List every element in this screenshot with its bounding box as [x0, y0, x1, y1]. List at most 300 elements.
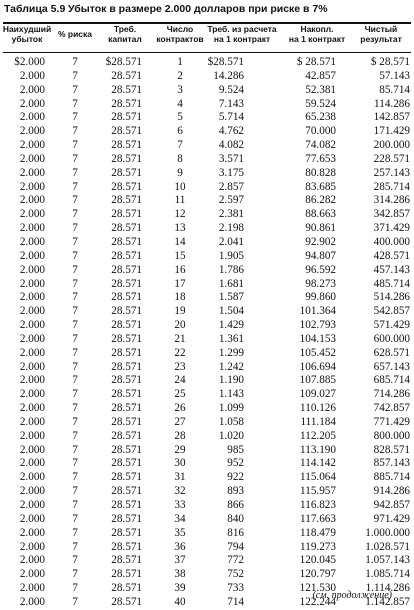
- table-cell: 3.175: [218, 166, 244, 179]
- table-row: [0, 208, 414, 222]
- table-cell: 5: [177, 111, 183, 124]
- table-cell: $28.571: [105, 56, 142, 68]
- table-cell: 885.714: [373, 471, 410, 484]
- table-cell: 28.571: [111, 277, 142, 290]
- table-cell: 4.082: [218, 139, 244, 152]
- table-cell: 7: [177, 139, 183, 152]
- table-cell: 14: [174, 235, 186, 248]
- table-cell: $28.571: [207, 56, 244, 68]
- table-cell: 7: [72, 277, 78, 290]
- table-cell: 8: [177, 152, 183, 165]
- table-cell: 1.020: [218, 429, 244, 442]
- table-cell: 733: [227, 582, 244, 595]
- table-cell: 94.807: [305, 249, 336, 262]
- table-cell: 7: [72, 111, 78, 124]
- table-row: [0, 139, 414, 153]
- header-line: Число: [166, 24, 194, 34]
- table-cell: 952: [227, 457, 244, 470]
- table-cell: 28.571: [111, 485, 142, 498]
- table-cell: 28.571: [111, 388, 142, 401]
- table-row: [0, 444, 414, 458]
- table-cell: 2.000: [19, 249, 45, 262]
- table-cell: 42.857: [305, 69, 336, 82]
- table-cell: 800.000: [373, 429, 410, 442]
- table-cell: 70.000: [305, 125, 336, 138]
- table-cell: 1.142.857: [365, 595, 410, 608]
- table-cell: 3: [177, 83, 183, 96]
- table-cell: 107.885: [299, 374, 336, 387]
- table-cell: 116.823: [300, 499, 336, 511]
- table-cell: 113.190: [300, 443, 336, 456]
- table-cell: 485.714: [373, 277, 410, 290]
- table-cell: 25: [174, 388, 186, 401]
- table-cell: 28.571: [111, 235, 142, 248]
- table-cell: 1.299: [218, 346, 244, 359]
- table-cell: 120.045: [299, 554, 336, 567]
- table-cell: 742.857: [373, 402, 410, 415]
- table-row: [0, 402, 414, 416]
- table-cell: 7: [72, 388, 78, 401]
- table-cell: 122.244: [299, 595, 336, 608]
- table-cell: 40: [174, 595, 186, 608]
- table-cell: 866: [227, 499, 244, 511]
- table-cell: 7.143: [218, 97, 244, 110]
- table-cell: 28.571: [111, 139, 142, 152]
- table-number: Таблица 5.9: [4, 3, 66, 15]
- table-cell: 13: [174, 222, 186, 235]
- table-row: [0, 485, 414, 499]
- table-cell: 2.000: [19, 526, 45, 539]
- table-cell: 7: [72, 180, 78, 193]
- table-cell: 7: [72, 194, 78, 207]
- table-cell: 22: [174, 346, 186, 359]
- table-cell: 28.571: [111, 540, 142, 553]
- table-cell: 2.000: [19, 111, 45, 124]
- table-cell: 28.571: [111, 346, 142, 359]
- table-cell: 31: [174, 471, 186, 484]
- table-cell: 2.000: [19, 332, 45, 345]
- table-row: [0, 541, 414, 555]
- table-cell: 2: [177, 69, 183, 82]
- header-rule: [3, 52, 411, 53]
- table-cell: 28.571: [111, 402, 142, 415]
- table-cell: 26: [174, 402, 186, 415]
- table-cell: 714: [227, 595, 244, 608]
- table-cell: 59.524: [305, 97, 336, 110]
- table-cell: 1.099: [218, 402, 244, 415]
- header-line: капитал: [108, 34, 142, 44]
- table-cell: 2.000: [19, 457, 45, 470]
- table-cell: 7: [72, 332, 78, 345]
- header-line: % риска: [57, 29, 93, 39]
- table-cell: 92.902: [305, 235, 336, 248]
- table-cell: 2.000: [19, 263, 45, 276]
- table-cell: 27: [174, 415, 186, 428]
- header-line: на 1 контракт: [288, 34, 346, 44]
- table-cell: 1.114.286: [365, 582, 410, 595]
- table-cell: 28.571: [111, 374, 142, 387]
- table-cell: 1.504: [218, 305, 244, 318]
- table-cell: 2.000: [19, 374, 45, 387]
- table-cell: 28.571: [111, 180, 142, 193]
- table-cell: 23: [174, 360, 186, 373]
- table-cell: 12: [174, 208, 186, 221]
- table-cell: 7: [72, 305, 78, 318]
- table-cell: 7: [72, 235, 78, 248]
- header-line: Чистый: [364, 24, 398, 34]
- header-line: контрактов: [156, 34, 204, 44]
- continuation-note: (см. продолжение): [312, 590, 392, 601]
- table-row: [0, 56, 414, 70]
- table-cell: 1.000.000: [365, 526, 410, 539]
- header-line: Треб. из расчета: [207, 24, 277, 34]
- header-risk-percent: [56, 24, 94, 52]
- table-cell: 1.190: [218, 374, 244, 387]
- table-cell: 7: [72, 56, 78, 68]
- table-cell: 4: [177, 97, 183, 110]
- table-cell: 2.000: [19, 83, 45, 96]
- table-cell: 2.000: [19, 222, 45, 235]
- table-cell: 1.681: [218, 277, 244, 290]
- table-cell: 2.000: [19, 166, 45, 179]
- table-cell: 7: [72, 512, 78, 525]
- table-cell: 942.857: [373, 499, 410, 511]
- table-cell: 2.000: [19, 208, 45, 221]
- table-cell: 2.381: [218, 208, 244, 221]
- table-cell: 80.828: [305, 166, 336, 179]
- table-row: [0, 278, 414, 292]
- header-required-capital: [100, 24, 150, 52]
- table-cell: 1.028.571: [365, 540, 410, 553]
- table-cell: 20: [174, 319, 186, 332]
- table-cell: 7: [72, 429, 78, 442]
- header-net-result: [350, 24, 412, 52]
- table-cell: 828.571: [373, 443, 410, 456]
- table-row: [0, 305, 414, 319]
- table-cell: 840: [227, 512, 244, 525]
- table-cell: 171.429: [373, 125, 410, 138]
- table-cell: 7: [72, 471, 78, 484]
- table-cell: 428.571: [373, 249, 410, 262]
- table-cell: 600.000: [373, 332, 410, 345]
- table-cell: 2.000: [19, 582, 45, 595]
- table-cell: 28.571: [111, 512, 142, 525]
- table-cell: 2.000: [19, 471, 45, 484]
- table-cell: 29: [174, 443, 186, 456]
- table-cell: 7: [72, 139, 78, 152]
- table-cell: 752: [227, 568, 244, 581]
- table-cell: 342.857: [373, 208, 410, 221]
- table-cell: 38: [174, 568, 186, 581]
- table-cell: 314.286: [373, 194, 410, 207]
- table-row: [0, 361, 414, 375]
- table-cell: 11: [174, 194, 186, 207]
- table-row: [0, 347, 414, 361]
- table-cell: 971.429: [373, 512, 410, 525]
- table-cell: 857.143: [373, 457, 410, 470]
- table-cell: 86.282: [305, 194, 336, 207]
- table-cell: 121.530: [299, 582, 336, 595]
- table-cell: 7: [72, 457, 78, 470]
- table-cell: 7: [72, 554, 78, 567]
- table-cell: 2.000: [19, 69, 45, 82]
- table-cell: 2.000: [19, 499, 45, 511]
- table-cell: 28.571: [111, 457, 142, 470]
- table-cell: 117.663: [300, 512, 336, 525]
- table-row: [0, 430, 414, 444]
- table-cell: 52.381: [305, 83, 336, 96]
- table-cell: 115.064: [300, 471, 336, 484]
- table-cell: 7: [72, 208, 78, 221]
- table-cell: 28.571: [111, 554, 142, 567]
- table-cell: 88.663: [305, 208, 336, 221]
- table-cell: 1.905: [218, 249, 244, 262]
- table-row: [0, 457, 414, 471]
- table-cell: 28.571: [111, 471, 142, 484]
- table-cell: 685.714: [373, 374, 410, 387]
- table-row: [0, 167, 414, 181]
- table-cell: 28.571: [111, 443, 142, 456]
- table-cell: 2.000: [19, 152, 45, 165]
- table-cell: 28.571: [111, 97, 142, 110]
- table-row: [0, 554, 414, 568]
- header-line: Треб.: [113, 24, 137, 34]
- table-cell: 3.571: [218, 152, 244, 165]
- table-cell: 120.797: [299, 568, 336, 581]
- table-cell: 7: [72, 595, 78, 608]
- table-cell: 2.000: [19, 125, 45, 138]
- table-cell: 7: [72, 540, 78, 553]
- table-cell: 21: [174, 332, 186, 345]
- table-cell: 28.571: [111, 111, 142, 124]
- table-cell: 2.000: [19, 97, 45, 110]
- table-row: [0, 513, 414, 527]
- table-cell: 2.000: [19, 139, 45, 152]
- table-cell: 28.571: [111, 595, 142, 608]
- table-cell: 28.571: [111, 499, 142, 511]
- table-cell: 28.571: [111, 263, 142, 276]
- table-cell: 7: [72, 263, 78, 276]
- table-cell: 114.142: [300, 457, 336, 470]
- table-cell: 7: [72, 152, 78, 165]
- table-caption: [4, 3, 410, 19]
- table-cell: 914.286: [373, 485, 410, 498]
- table-cell: 28.571: [111, 249, 142, 262]
- table-cell: 7: [72, 526, 78, 539]
- table-cell: 85.714: [379, 83, 410, 96]
- header-contracts: [150, 24, 210, 52]
- table-cell: 5.714: [218, 111, 244, 124]
- table-cell: $2.000: [14, 56, 45, 68]
- table-cell: 109.027: [299, 388, 336, 401]
- table-cell: 9: [177, 166, 183, 179]
- table-row: [0, 194, 414, 208]
- table-cell: 2.000: [19, 402, 45, 415]
- table-row: [0, 374, 414, 388]
- table-cell: 65.238: [305, 111, 336, 124]
- table-row: [0, 319, 414, 333]
- table-cell: 28.571: [111, 208, 142, 221]
- table-cell: 985: [227, 443, 244, 456]
- table-cell: 628.571: [373, 346, 410, 359]
- table-cell: 7: [72, 360, 78, 373]
- table-cell: 102.793: [299, 319, 336, 332]
- table-cell: 118.479: [300, 526, 336, 539]
- table-cell: 7: [72, 97, 78, 110]
- table-row: [0, 111, 414, 125]
- table-cell: 90.861: [305, 222, 336, 235]
- table-cell: 105.452: [299, 346, 336, 359]
- table-row: [0, 125, 414, 139]
- table-cell: 119.273: [300, 540, 336, 553]
- table-cell: 77.653: [305, 152, 336, 165]
- table-cell: 7: [72, 125, 78, 138]
- table-cell: 110.126: [300, 402, 336, 415]
- table-cell: 2.000: [19, 291, 45, 304]
- table-cell: 111.184: [300, 415, 336, 428]
- table-cell: 28.571: [111, 582, 142, 595]
- table-row: [0, 388, 414, 402]
- table-cell: 1.786: [218, 263, 244, 276]
- header-line: Накопл.: [300, 24, 334, 34]
- table-cell: 74.082: [305, 139, 336, 152]
- table-row: [0, 291, 414, 305]
- table-cell: 1.085.714: [365, 568, 410, 581]
- table-row: [0, 333, 414, 347]
- table-cell: 28: [174, 429, 186, 442]
- table-cell: 400.000: [373, 235, 410, 248]
- table-cell: 2.000: [19, 429, 45, 442]
- table-row: [0, 70, 414, 84]
- table-cell: 24: [174, 374, 186, 387]
- table-cell: 1.058: [218, 415, 244, 428]
- table-cell: 106.694: [299, 360, 336, 373]
- table-cell: 28.571: [111, 69, 142, 82]
- table-cell: 2.000: [19, 443, 45, 456]
- table-cell: 1.143: [218, 388, 244, 401]
- table-cell: 771.429: [373, 415, 410, 428]
- table-row: [0, 84, 414, 98]
- table-cell: 1: [177, 56, 183, 68]
- table-cell: 2.000: [19, 194, 45, 207]
- table-row: [0, 499, 414, 513]
- table-cell: 7: [72, 568, 78, 581]
- table-cell: 2.000: [19, 568, 45, 581]
- table-cell: 457.143: [373, 263, 410, 276]
- table-cell: 285.714: [373, 180, 410, 193]
- table-cell: 28.571: [111, 291, 142, 304]
- table-row: [0, 250, 414, 264]
- table-row: [0, 416, 414, 430]
- table-cell: 104.153: [299, 332, 336, 345]
- table-cell: 794: [227, 540, 244, 553]
- table-cell: 96.592: [305, 263, 336, 276]
- table-cell: 19: [174, 305, 186, 318]
- table-cell: 16: [174, 263, 186, 276]
- table-cell: 28.571: [111, 125, 142, 138]
- header-line: на 1 контракт: [213, 34, 271, 44]
- header-accumulated-per-contract: [284, 24, 350, 52]
- table-cell: 2.000: [19, 305, 45, 318]
- table-cell: 28.571: [111, 222, 142, 235]
- table-cell: 2.198: [218, 222, 244, 235]
- table-cell: 893: [227, 485, 244, 498]
- table-cell: 28.571: [111, 83, 142, 96]
- table-cell: 1.057.143: [365, 554, 410, 567]
- table-cell: 7: [72, 83, 78, 96]
- table-cell: 7: [72, 291, 78, 304]
- table-cell: 2.000: [19, 360, 45, 373]
- table-cell: 2.041: [218, 235, 244, 248]
- table-row: [0, 181, 414, 195]
- table-cell: 2.000: [19, 554, 45, 567]
- table-cell: 39: [174, 582, 186, 595]
- table-cell: $ 28.571: [370, 56, 410, 68]
- table-cell: 57.143: [379, 69, 410, 82]
- table-cell: 112.205: [300, 429, 336, 442]
- table-cell: 28.571: [111, 415, 142, 428]
- table-cell: 200.000: [373, 139, 410, 152]
- table-cell: 2.000: [19, 415, 45, 428]
- table-cell: 922: [227, 471, 244, 484]
- table-cell: 7: [72, 582, 78, 595]
- header-line: результат: [360, 34, 402, 44]
- table-row: [0, 153, 414, 167]
- table-cell: 28.571: [111, 526, 142, 539]
- table-cell: 1.361: [218, 332, 244, 345]
- table-cell: 2.000: [19, 235, 45, 248]
- table-cell: 2.000: [19, 485, 45, 498]
- table-row: [0, 236, 414, 250]
- table-cell: 28.571: [111, 166, 142, 179]
- table-cell: 2.000: [19, 595, 45, 608]
- table-cell: 657.143: [373, 360, 410, 373]
- table-cell: 7: [72, 485, 78, 498]
- table-cell: 7: [72, 222, 78, 235]
- table-cell: 228.571: [373, 152, 410, 165]
- table-row: [0, 222, 414, 236]
- table-cell: 1.587: [218, 291, 244, 304]
- table-cell: 7: [72, 346, 78, 359]
- table-cell: 9.524: [218, 83, 244, 96]
- table-cell: 33: [174, 499, 186, 511]
- table-cell: 36: [174, 540, 186, 553]
- table-cell: 7: [72, 319, 78, 332]
- table-cell: 514.286: [373, 291, 410, 304]
- table-title: Убыток в размере 2.000 долларов при риске в 7%: [68, 3, 328, 15]
- table-cell: 28.571: [111, 305, 142, 318]
- table-cell: 371.429: [373, 222, 410, 235]
- table-row: [0, 527, 414, 541]
- table-cell: 2.000: [19, 180, 45, 193]
- table-cell: 14.286: [213, 69, 244, 82]
- table-body: [0, 56, 414, 610]
- table-cell: 2.000: [19, 319, 45, 332]
- table-cell: 18: [174, 291, 186, 304]
- table-header: [0, 24, 414, 52]
- table-cell: 142.857: [373, 111, 410, 124]
- table-cell: 7: [72, 249, 78, 262]
- header-worst-loss: [2, 24, 52, 52]
- table-cell: 2.597: [218, 194, 244, 207]
- table-cell: 17: [174, 277, 186, 290]
- table-cell: 714.286: [373, 388, 410, 401]
- table-cell: 35: [174, 526, 186, 539]
- table-cell: 28.571: [111, 360, 142, 373]
- table-cell: 4.762: [218, 125, 244, 138]
- table-cell: 28.571: [111, 319, 142, 332]
- table-cell: 7: [72, 69, 78, 82]
